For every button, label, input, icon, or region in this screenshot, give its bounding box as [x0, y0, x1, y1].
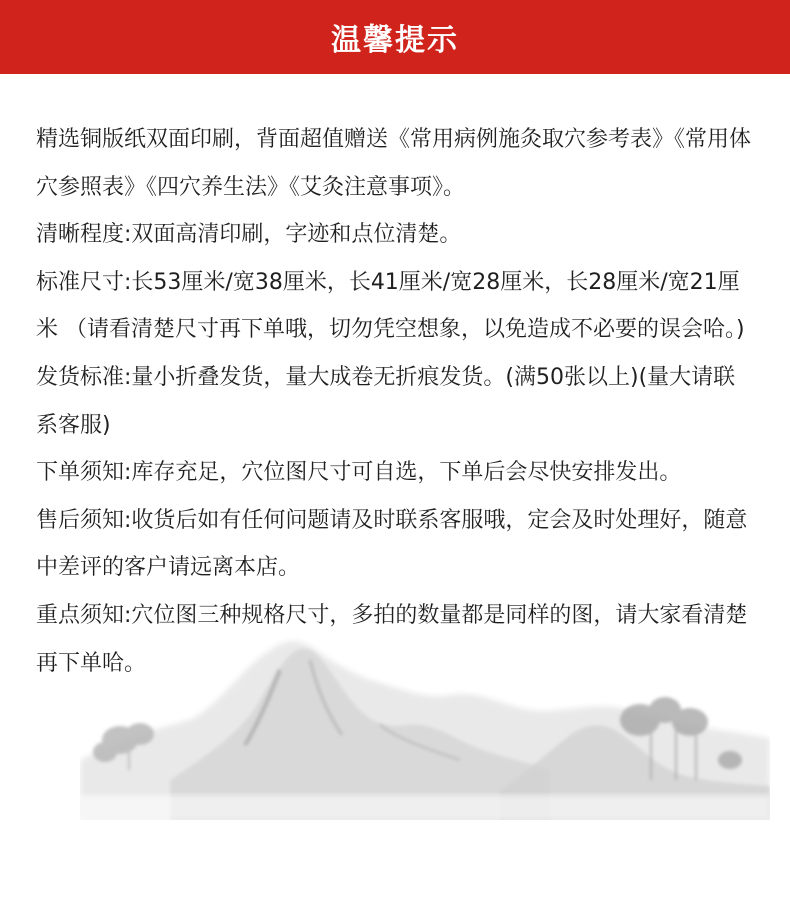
header-banner	[0, 0, 790, 74]
paragraph-clarity: 清晰程度:双面高清印刷，字迹和点位清楚。	[36, 222, 462, 248]
paragraph-paper-info: 精选铜版纸双面印刷，背面超值赠送《常用病例施灸取穴参考表》《常用体穴参照表》《四穴养生法》《艾灸注意事项》。	[36, 127, 752, 200]
paragraph-key-notice: 重点须知:穴位图三种规格尺寸，多拍的数量都是同样的图，请大家看清楚再下单哈。	[36, 602, 748, 676]
notice-content	[36, 116, 756, 687]
paragraph-size-shipping: 标准尺寸:长53厘米/宽38厘米，长41厘米/宽28厘米，长28厘米/宽21厘米 （请看清楚尺寸再下单哦，切勿凭空想象，以免造成不必要的误会哈。)发货标准:量小折叠发货，量大成卷无折痕发货。(满50张以上)(量大请联系客服)	[36, 269, 745, 438]
paragraph-after-sales: 售后须知:收货后如有任何问题请及时联系客服哦，定会及时处理好，随意中差评的客户请远离本店。	[36, 507, 748, 581]
page-title: 温馨提示	[331, 23, 459, 58]
paragraph-order-notice: 下单须知:库存充足，穴位图尺寸可自选，下单后会尽快安排发出。	[36, 460, 682, 486]
